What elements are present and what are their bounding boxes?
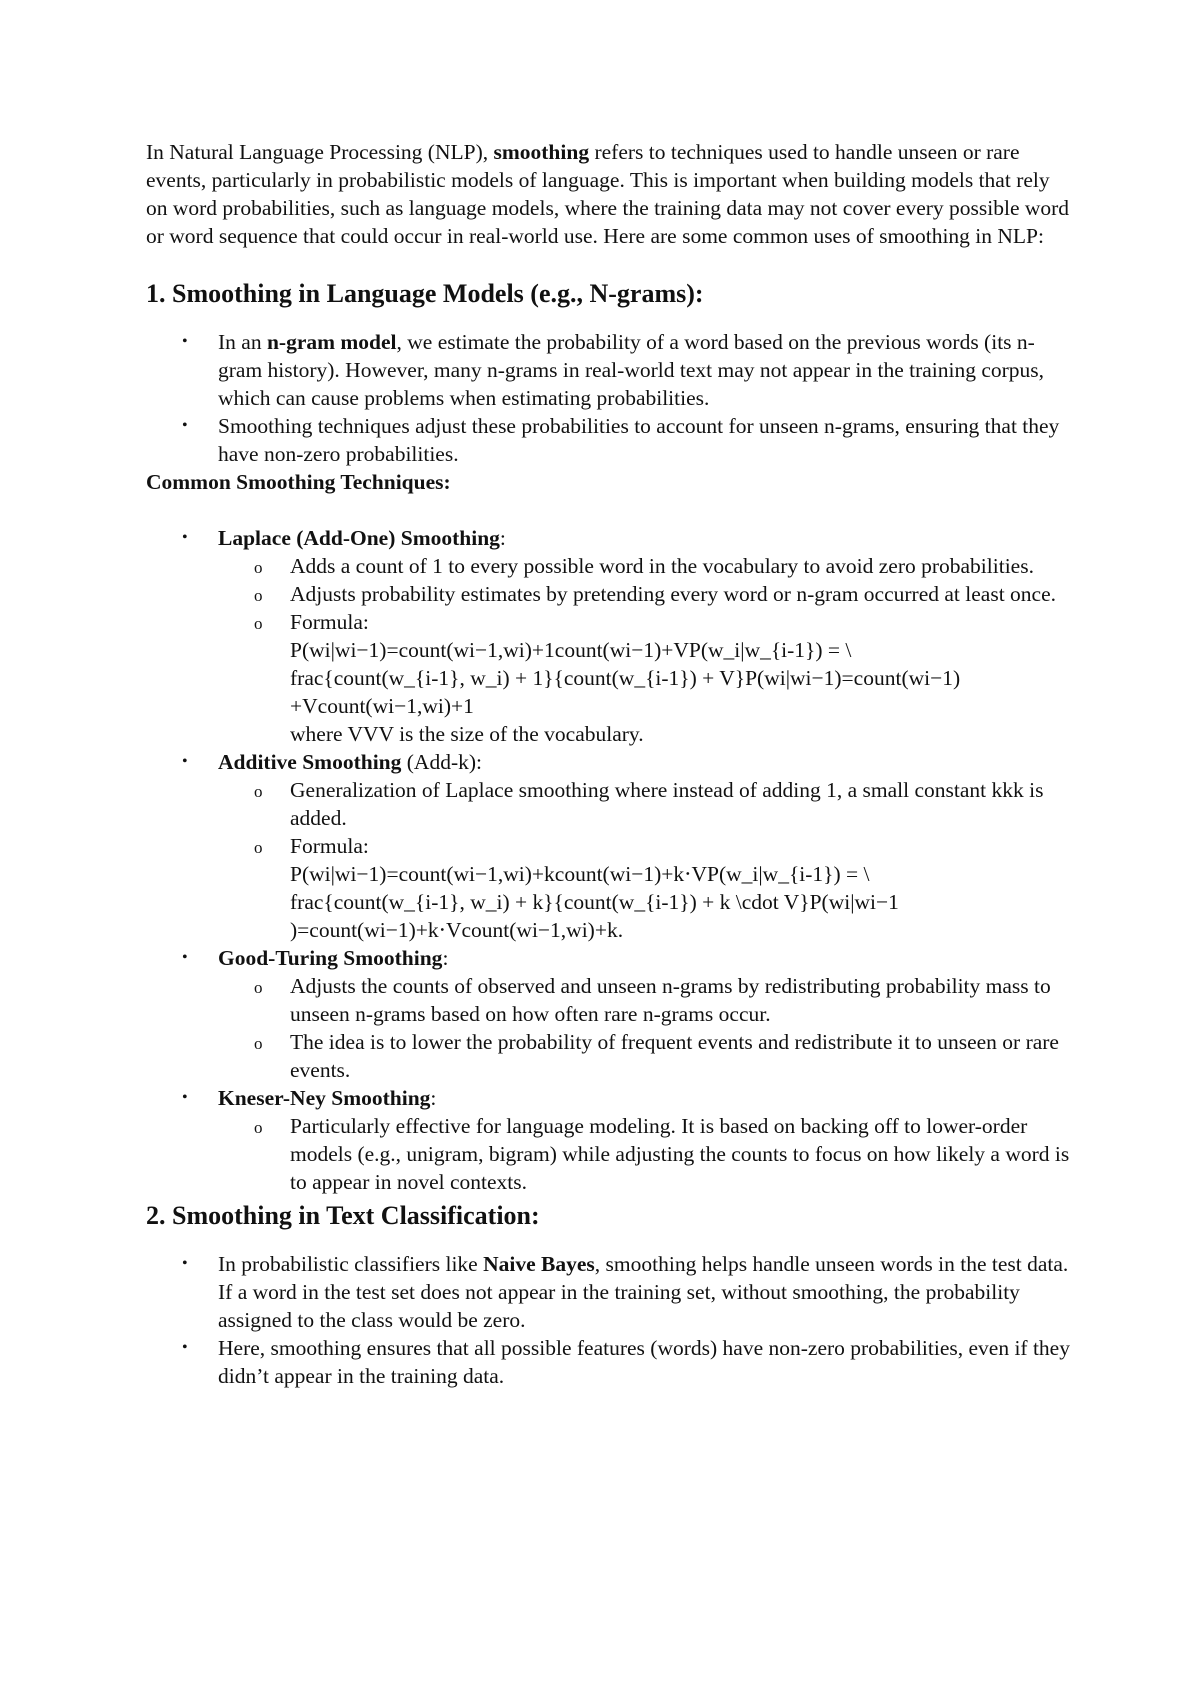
sub-bullet-icon: o (254, 1118, 263, 1137)
technique-laplace (182, 524, 1076, 748)
technique-kneser-ney (182, 1084, 1076, 1196)
technique-suffix: : (499, 526, 506, 550)
technique-additive (182, 748, 1076, 944)
sub-bullet-icon: o (254, 1034, 263, 1053)
bullet-icon: • (182, 417, 188, 434)
sub-list-item (254, 1028, 1076, 1084)
bullet-icon: • (182, 529, 188, 546)
sub-list-item (254, 552, 1076, 580)
sub-list-item (254, 1112, 1076, 1196)
list-item (182, 1334, 1076, 1390)
sub-list-item (254, 972, 1076, 1028)
section1-list (146, 328, 1076, 468)
technique-name: Good-Turing Smoothing (218, 946, 443, 970)
formula-line: frac{count(w_{i-1}, w_i) + k}{count(w_{i-1}) + k \cdot V}P(wi|wi−1 (290, 890, 899, 914)
sub-list-item (254, 580, 1076, 608)
technique-suffix: (Add-k): (401, 750, 482, 774)
list-item-text: In probabilistic classifiers like (218, 1252, 484, 1276)
formula-label: Formula: (290, 834, 369, 858)
formula-line: +Vcount(wi−1,wi)+1 (290, 694, 474, 718)
sub-bullet-icon: o (254, 614, 263, 633)
technique-suffix: : (430, 1086, 437, 1110)
section2-heading: 2. Smoothing in Text Classification: (146, 1201, 540, 1230)
section1-heading: 1. Smoothing in Language Models (e.g., N-grams): (146, 279, 704, 308)
techniques-heading: Common Smoothing Techniques: (146, 470, 451, 494)
intro-paragraph (146, 138, 1076, 250)
sub-list-item (254, 608, 1076, 748)
sub-list (218, 1112, 1076, 1196)
bullet-icon: • (182, 333, 188, 350)
intro-text-start: In Natural Language Processing (NLP), (146, 140, 494, 164)
bold-term: n-gram model (266, 330, 397, 354)
list-item (182, 412, 1076, 468)
sub-bullet-icon: o (254, 978, 263, 997)
bullet-icon: • (182, 949, 188, 966)
sub-item-text: Particularly effective for language modeling. It is based on backing off to lower-order models (e.g., unigram, bigram) while adjusting the counts to focus on how likely a word is to appear in novel contexts. (290, 1114, 1070, 1194)
list-item-text: Smoothing techniques adjust these probabilities to account for unseen n-grams, ensuring that they have non-zero probabilities. (218, 414, 1060, 466)
sub-bullet-icon: o (254, 782, 263, 801)
list-item-text: , smoothing helps handle unseen words in the test data. If a word in the test set does not appear in the training set, without smoothing, the probability assigned to the class would be zero. (218, 1252, 1069, 1332)
sub-list (218, 972, 1076, 1084)
list-item-text: Here, smoothing ensures that all possible features (words) have non-zero probabilities, even if they didn’t appear in the training data. (218, 1336, 1070, 1388)
section2-list (146, 1250, 1076, 1390)
sub-bullet-icon: o (254, 838, 263, 857)
sub-list-item (254, 776, 1076, 832)
bullet-icon: • (182, 1089, 188, 1106)
intro-text-end: refers to techniques used to handle unseen or rare events, particularly in probabilistic models of language. This is important when building models that rely on word probabilities, such as language models, where the training data may not cover every possible word or word sequence that could occur in real-world use. Here are some common uses of smoothing in NLP: (146, 140, 1070, 248)
bullet-icon: • (182, 753, 188, 770)
formula-line: )=count(wi−1)+k⋅Vcount(wi−1,wi)+k. (290, 918, 624, 942)
intro-bold-term: smoothing (493, 140, 590, 164)
technique-name: Kneser-Ney Smoothing (218, 1086, 431, 1110)
technique-good-turing (182, 944, 1076, 1084)
document-page (146, 138, 1076, 1390)
technique-suffix: : (442, 946, 449, 970)
bold-term: Naive Bayes (483, 1252, 595, 1276)
formula-label: Formula: (290, 610, 369, 634)
sub-item-text: Generalization of Laplace smoothing where instead of adding 1, a small constant kkk is added. (290, 778, 1044, 830)
sub-item-text: Adjusts the counts of observed and unseen n-grams by redistributing probability mass to unseen n-grams based on how often rare n-grams occur. (290, 974, 1051, 1026)
techniques-list (146, 524, 1076, 1196)
sub-bullet-icon: o (254, 586, 263, 605)
sub-item-text: Adjusts probability estimates by pretending every word or n-gram occurred at least once. (290, 582, 1057, 606)
sub-list-item (254, 832, 1076, 944)
bullet-icon: • (182, 1339, 188, 1356)
formula-note: where VVV is the size of the vocabulary. (290, 722, 644, 746)
bullet-icon: • (182, 1255, 188, 1272)
sub-list (218, 552, 1076, 748)
sub-list (218, 776, 1076, 944)
list-item-text: In an (218, 330, 267, 354)
sub-item-text: The idea is to lower the probability of frequent events and redistribute it to unseen or rare events. (290, 1030, 1059, 1082)
list-item (182, 1250, 1076, 1334)
technique-name: Laplace (Add-One) Smoothing (218, 526, 500, 550)
formula-line: P(wi|wi−1)=count(wi−1,wi)+kcount(wi−1)+k⋅VP(w_i|w_{i-1}) = \ (290, 862, 870, 886)
sub-bullet-icon: o (254, 558, 263, 577)
technique-name: Additive Smoothing (218, 750, 402, 774)
list-item (182, 328, 1076, 412)
formula-line: frac{count(w_{i-1}, w_i) + 1}{count(w_{i-1}) + V}P(wi|wi−1)=count(wi−1) (290, 666, 961, 690)
list-item-text: , we estimate the probability of a word based on the previous words (its n-gram history). However, many n-grams in real-world text may not appear in the training corpus, which can cause problems when estimating probabilities. (218, 330, 1045, 410)
sub-item-text: Adds a count of 1 to every possible word in the vocabulary to avoid zero probabilities. (290, 554, 1034, 578)
formula-line: P(wi|wi−1)=count(wi−1,wi)+1count(wi−1)+VP(w_i|w_{i-1}) = \ (290, 638, 852, 662)
